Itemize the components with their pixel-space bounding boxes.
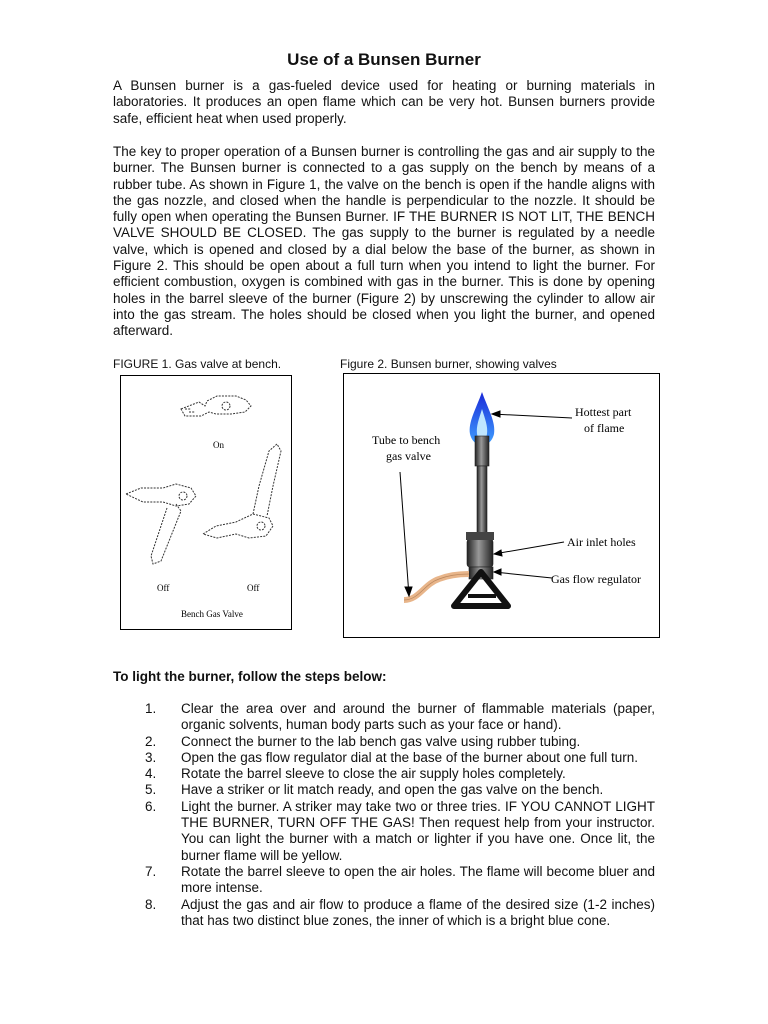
label-bench-gas-valve: Bench Gas Valve	[181, 609, 243, 619]
list-item	[145, 897, 655, 930]
list-item	[145, 864, 655, 897]
bench-valve-drawing	[121, 376, 291, 629]
step-text: Open the gas flow regulator dial at the base of the burner about one full turn.	[181, 749, 639, 765]
label-tube-2: gas valve	[386, 449, 431, 463]
step-number: 7.	[145, 863, 157, 879]
list-item	[145, 799, 655, 864]
label-off-right: Off	[247, 583, 260, 593]
figure1-box	[120, 375, 292, 630]
label-hottest-2: of flame	[584, 421, 625, 435]
label-hottest-1: Hottest part	[575, 405, 632, 419]
list-item	[145, 701, 655, 734]
step-number: 6.	[145, 798, 157, 814]
bunsen-burner-drawing	[344, 374, 659, 637]
page-title: Use of a Bunsen Burner	[287, 50, 481, 69]
steps-list	[145, 701, 655, 929]
step-number: 5.	[145, 782, 157, 798]
figure1-caption: FIGURE 1. Gas valve at bench.	[113, 357, 282, 371]
list-item	[145, 734, 655, 750]
label-gas-regulator: Gas flow regulator	[551, 572, 641, 586]
step-text: Have a striker or lit match ready, and open the gas valve on the bench.	[181, 782, 604, 798]
step-text: Clear the area over and around the burner of flammable materials (paper, organic solvents, human body parts such as your face or hand).	[181, 701, 655, 733]
step-number: 3.	[145, 749, 157, 765]
step-number: 1.	[145, 701, 157, 716]
step-text: Rotate the barrel sleeve to open the air holes. The flame will become bluer and more intense.	[181, 863, 655, 896]
step-number: 2.	[145, 733, 157, 749]
list-item	[145, 750, 655, 766]
figure2-box	[343, 373, 660, 638]
step-text: Connect the burner to the lab bench gas valve using rubber tubing.	[181, 733, 581, 749]
list-item	[145, 782, 655, 798]
label-on: On	[213, 440, 224, 450]
intro-paragraph: A Bunsen burner is a gas-fueled device used for heating or burning materials in laboratories. It produces an open flame which can be very hot. Bunsen burners provide safe, efficient heat when used properly.	[113, 78, 655, 126]
label-air-inlet: Air inlet holes	[567, 535, 636, 549]
steps-heading: To light the burner, follow the steps below:	[113, 669, 387, 684]
step-text: Adjust the gas and air flow to produce a flame of the desired size (1-2 inches) that has two distinct blue zones, the inner of which is a bright blue cone.	[181, 896, 655, 928]
label-off-left: Off	[157, 583, 170, 593]
body-paragraph: The key to proper operation of a Bunsen burner is controlling the gas and air supply to the burner. The Bunsen burner is connected to a gas supply on the bench by means of a rubber tube. As shown in Figure 1, the valve on the bench is open if the handle aligns with the gas nozzle, and closed when the handle is perpendicular to the nozzle. It should be fully open when operating the Bunsen Burner. IF THE BURNER IS NOT LIT, THE BENCH VALVE SHOULD BE CLOSED. The gas supply to the burner is regulated by a needle valve, which is opened and closed by a dial below the base of the burner, as shown in Figure 2. This should be open about a full turn when you intend to light the burner. For efficient combustion, oxygen is combined with gas in the burner. This is done by opening holes in the barrel sleeve of the burner (Figure 2) by unscrewing the cylinder to allow air into the gas stream. The holes should be closed when you light the burner, and opened afterward.	[113, 144, 655, 339]
step-text: Rotate the barrel sleeve to close the air supply holes completely.	[181, 766, 566, 782]
list-item	[145, 766, 655, 782]
step-number: 4.	[145, 766, 157, 782]
step-text: Light the burner. A striker may take two or three tries. IF YOU CANNOT LIGHT THE BURNER, TURN OFF THE GAS! Then request help from your instructor. You can light the burner with a match or lighter if you have one. Once lit, the burner flame will be yellow.	[181, 798, 655, 863]
label-tube-1: Tube to bench	[372, 433, 441, 447]
figure2-caption: Figure 2. Bunsen burner, showing valves	[340, 357, 557, 371]
step-number: 8.	[145, 896, 157, 912]
